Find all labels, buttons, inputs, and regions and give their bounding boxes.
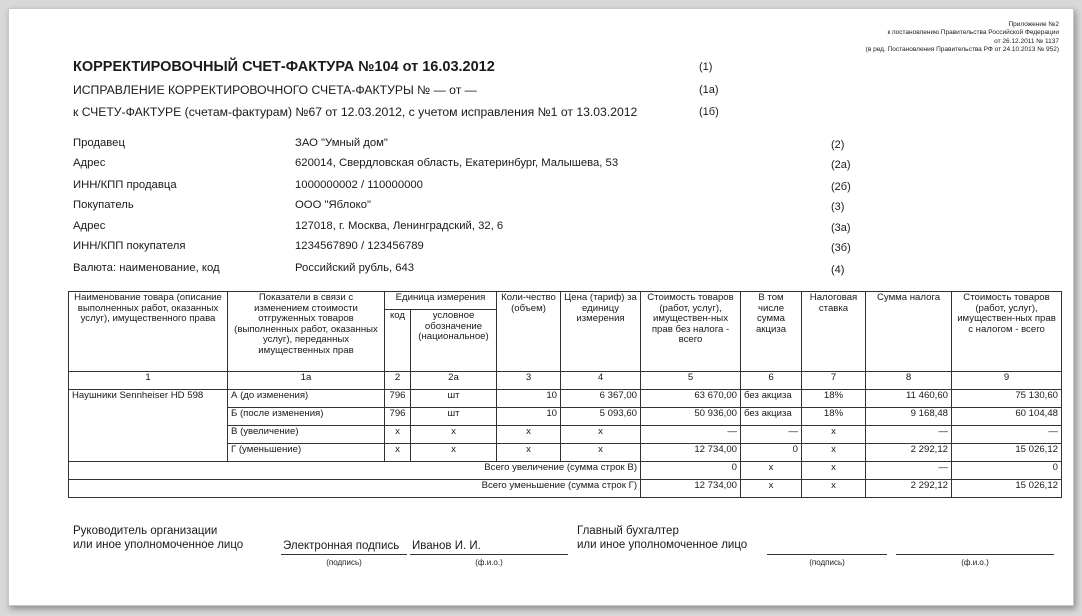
tax-sum: 11 460,60	[866, 390, 952, 408]
col-number: 1а	[228, 372, 385, 390]
col-number: 2	[385, 372, 411, 390]
accountant-signature-line	[767, 554, 887, 555]
header-tax-rate: Налоговая ставка	[802, 292, 866, 372]
seller-number: (2)	[831, 139, 845, 151]
head-signature: Электронная подпись	[283, 540, 400, 552]
currency-value: Российский рубль, 643	[295, 262, 415, 274]
price: х	[561, 426, 641, 444]
header-tax-sum: Сумма налога	[866, 292, 952, 372]
tax-rate: х	[802, 426, 866, 444]
correction-line: ИСПРАВЛЕНИЕ КОРРЕКТИРОВОЧНОГО СЧЕТА-ФАКТУРЫ № — от —	[73, 83, 477, 97]
correction-number: (1а)	[699, 84, 719, 96]
tax-rate: 18%	[802, 408, 866, 426]
tax-rate: х	[802, 444, 866, 462]
total-increase-label: Всего увеличение (сумма строк В)	[69, 462, 641, 480]
buyer-address-label: Адрес	[73, 220, 106, 232]
header-unit-code: код	[385, 310, 411, 372]
unit-name: х	[411, 426, 497, 444]
total-decrease-cost: 12 734,00	[641, 480, 741, 498]
col-number: 4	[561, 372, 641, 390]
seller-label: Продавец	[73, 137, 125, 149]
tax-sum: 2 292,12	[866, 444, 952, 462]
unit-name: шт	[411, 390, 497, 408]
seller-address-value: 620014, Свердловская область, Екатеринбург, Малышева, 53	[295, 157, 619, 169]
total-increase-excise: х	[741, 462, 802, 480]
currency-label: Валюта: наименование, код	[73, 262, 220, 274]
price: х	[561, 444, 641, 462]
cost-no-tax: 63 670,00	[641, 390, 741, 408]
col-number: 3	[497, 372, 561, 390]
buyer-value: ООО "Яблоко"	[295, 199, 371, 211]
head-signature-caption: (подпись)	[326, 558, 362, 567]
quantity: 10	[497, 408, 561, 426]
excise: без акциза	[741, 408, 802, 426]
column-number-row	[69, 372, 1062, 390]
price: 6 367,00	[561, 390, 641, 408]
cost-with-tax: 15 026,12	[952, 444, 1062, 462]
tax-sum: 9 168,48	[866, 408, 952, 426]
header-indicators: Показатели в связи с изменением стоимости отгруженных товаров (выполненных работ, оказанных услуг), переданных имущественных прав	[228, 292, 385, 372]
accountant-name-line	[896, 554, 1054, 555]
seller-inn-value: 1000000002 / 110000000	[295, 179, 423, 191]
invoice-sheet	[8, 8, 1074, 606]
item-name: Наушники Sennheiser HD 598	[69, 390, 228, 462]
seller-value: ЗАО "Умный дом"	[295, 137, 388, 149]
header-qty: Коли-чество (объем)	[497, 292, 561, 372]
base-invoice-number: (1б)	[699, 106, 719, 118]
tax-rate: 18%	[802, 390, 866, 408]
total-decrease-total: 15 026,12	[952, 480, 1062, 498]
total-increase-row	[69, 462, 1062, 480]
head-name-line	[410, 554, 568, 555]
header-name: Наименование товара (описание выполненных работ, оказанных услуг), имущественного права	[69, 292, 228, 372]
accountant-label-line: Главный бухгалтер	[577, 525, 679, 537]
col-number: 2а	[411, 372, 497, 390]
cost-no-tax: 50 936,00	[641, 408, 741, 426]
excise: —	[741, 426, 802, 444]
cost-with-tax: 60 104,48	[952, 408, 1062, 426]
buyer-address-number: (3а)	[831, 222, 851, 234]
accountant-signature-label	[577, 524, 747, 552]
title-number: (1)	[699, 61, 713, 73]
tax-sum: —	[866, 426, 952, 444]
unit-code: х	[385, 426, 411, 444]
unit-code: х	[385, 444, 411, 462]
col-number: 6	[741, 372, 802, 390]
total-decrease-rate: х	[802, 480, 866, 498]
header-cost-with-tax: Стоимость товаров (работ, услуг), имуществен-ных прав с налогом - всего	[952, 292, 1062, 372]
unit-name: х	[411, 444, 497, 462]
appendix-line: от 26.12.2011 № 1137	[994, 37, 1059, 45]
buyer-label: Покупатель	[73, 199, 134, 211]
cost-no-tax: —	[641, 426, 741, 444]
accountant-signature-caption: (подпись)	[809, 558, 845, 567]
cost-with-tax: 75 130,60	[952, 390, 1062, 408]
header-cost-no-tax: Стоимость товаров (работ, услуг), имуществен-ных прав без налога - всего	[641, 292, 741, 372]
header-unit-name: условное обозначение (национальное)	[411, 310, 497, 372]
total-decrease-tax: 2 292,12	[866, 480, 952, 498]
seller-inn-label: ИНН/КПП продавца	[73, 179, 177, 191]
quantity: 10	[497, 390, 561, 408]
col-number: 8	[866, 372, 952, 390]
accountant-name-caption: (ф.и.о.)	[961, 558, 989, 567]
seller-address-number: (2а)	[831, 159, 851, 171]
currency-number: (4)	[831, 264, 845, 276]
buyer-inn-number: (3б)	[831, 242, 851, 254]
appendix-line: (в ред. Постановления Правительства РФ от 24.10.2013 № 952)	[865, 46, 1059, 54]
base-invoice-line: к СЧЕТУ-ФАКТУРЕ (счетам-фактурам) №67 от 12.03.2012, с учетом исправления №1 от 13.03.2012	[73, 105, 638, 119]
cost-with-tax: —	[952, 426, 1062, 444]
buyer-inn-value: 1234567890 / 123456789	[295, 240, 424, 252]
header-unit: Единица измерения	[385, 292, 497, 310]
unit-name: шт	[411, 408, 497, 426]
invoice-title: КОРРЕКТИРОВОЧНЫЙ СЧЕТ-ФАКТУРА №104 от 16.03.2012	[73, 59, 495, 75]
buyer-address-value: 127018, г. Москва, Ленинградский, 32, 6	[295, 220, 504, 232]
unit-code: 796	[385, 408, 411, 426]
appendix-note	[866, 21, 1059, 55]
excise: 0	[741, 444, 802, 462]
appendix-line: к постановлению Правительства Российской Федерации	[887, 29, 1059, 37]
total-increase-tax: —	[866, 462, 952, 480]
total-increase-cost: 0	[641, 462, 741, 480]
buyer-inn-label: ИНН/КПП покупателя	[73, 240, 186, 252]
col-number: 5	[641, 372, 741, 390]
total-increase-total: 0	[952, 462, 1062, 480]
total-increase-rate: х	[802, 462, 866, 480]
head-signature-line	[281, 554, 407, 555]
head-name-caption: (ф.и.о.)	[475, 558, 503, 567]
head-signature-label	[73, 524, 243, 552]
price: 5 093,60	[561, 408, 641, 426]
appendix-line: Приложение №2	[1008, 21, 1059, 28]
total-decrease-label: Всего уменьшение (сумма строк Г)	[69, 480, 641, 498]
head-label-line: или иное уполномоченное лицо	[73, 539, 244, 551]
total-decrease-row	[69, 480, 1062, 498]
excise: без акциза	[741, 390, 802, 408]
header-excise: В том числе сумма акциза	[741, 292, 802, 372]
buyer-number: (3)	[831, 201, 845, 213]
col-number: 1	[69, 372, 228, 390]
row-label: Г (уменьшение)	[228, 444, 385, 462]
unit-code: 796	[385, 390, 411, 408]
table-header-row	[69, 292, 1062, 310]
total-decrease-excise: х	[741, 480, 802, 498]
accountant-label-line: или иное уполномоченное лицо	[577, 539, 748, 551]
row-label: В (увеличение)	[228, 426, 385, 444]
table-row-a	[69, 390, 1062, 408]
head-name: Иванов И. И.	[412, 540, 481, 552]
quantity: х	[497, 426, 561, 444]
head-label-line: Руководитель организации	[73, 525, 218, 537]
col-number: 9	[952, 372, 1062, 390]
cost-no-tax: 12 734,00	[641, 444, 741, 462]
seller-inn-number: (2б)	[831, 181, 851, 193]
row-label: Б (после изменения)	[228, 408, 385, 426]
row-label: А (до изменения)	[228, 390, 385, 408]
col-number: 7	[802, 372, 866, 390]
header-price: Цена (тариф) за единицу измерения	[561, 292, 641, 372]
quantity: х	[497, 444, 561, 462]
seller-address-label: Адрес	[73, 157, 106, 169]
invoice-table	[68, 291, 1062, 498]
